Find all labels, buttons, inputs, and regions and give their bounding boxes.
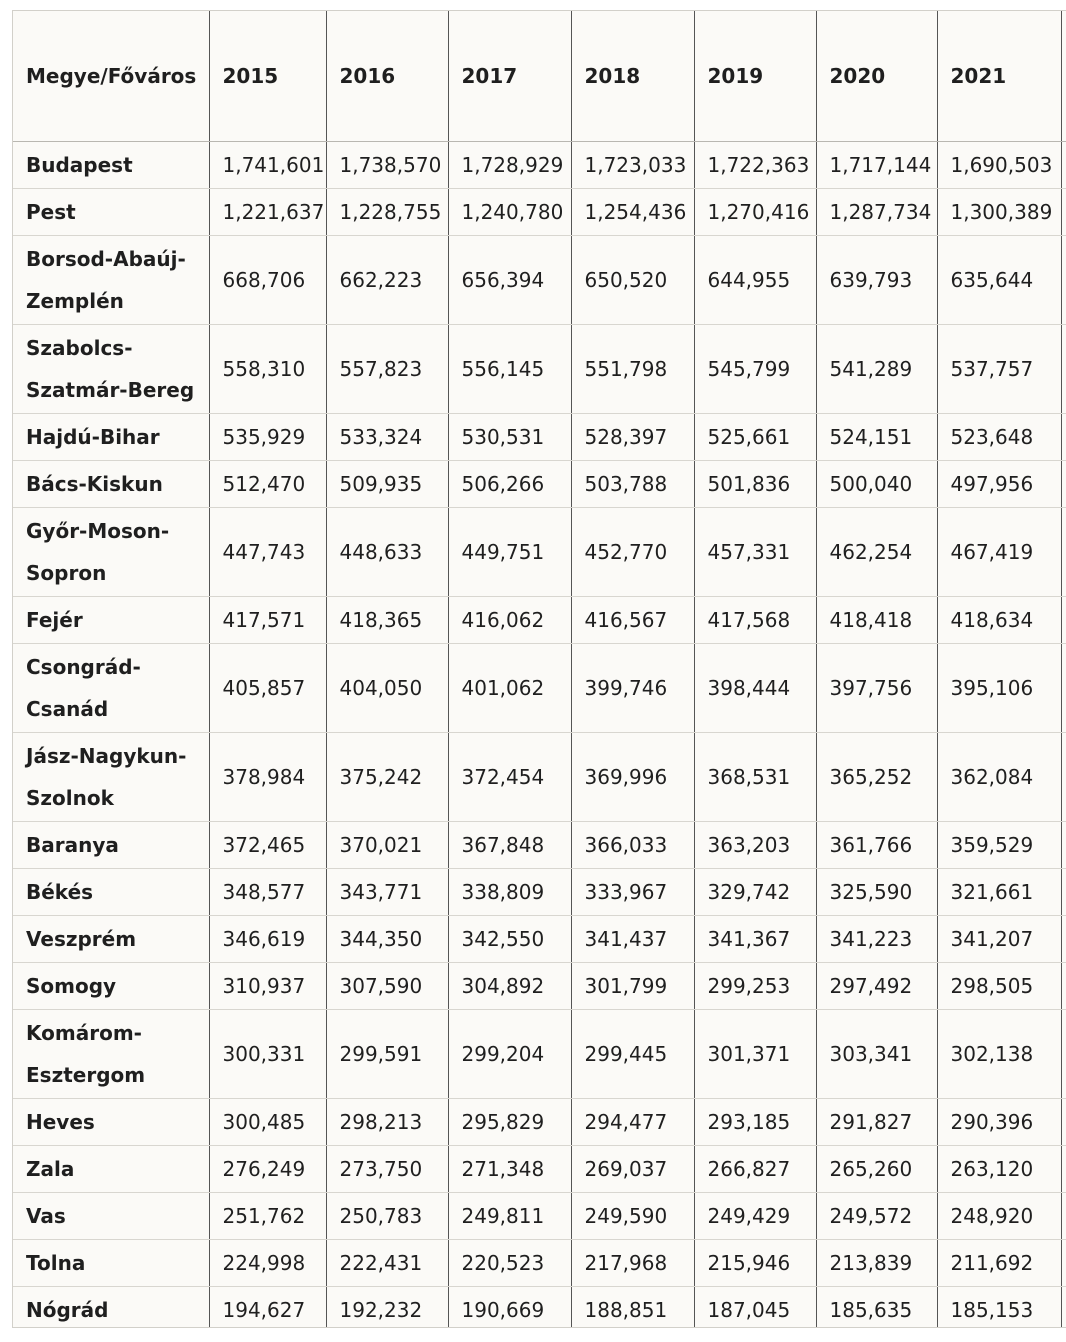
population-value-cell: 303,341 [816, 1010, 937, 1099]
population-value-cell: 222,431 [326, 1240, 448, 1287]
table-row [13, 1146, 1066, 1193]
population-value-cell: 523,648 [937, 414, 1061, 461]
table-row [13, 1010, 1066, 1099]
table-body [13, 142, 1066, 1329]
population-value-cell: 417,571 [209, 597, 326, 644]
table-overflow-edge [1061, 1099, 1066, 1146]
table-row [13, 414, 1066, 461]
population-value-cell: 395,106 [937, 644, 1061, 733]
population-value-cell: 250,783 [326, 1193, 448, 1240]
county-name-cell: Bács-Kiskun [13, 461, 209, 508]
population-value-cell: 299,445 [571, 1010, 694, 1099]
population-value-cell: 405,857 [209, 644, 326, 733]
population-value-cell: 650,520 [571, 236, 694, 325]
population-value-cell: 457,331 [694, 508, 816, 597]
table-overflow-edge [1061, 1010, 1066, 1099]
population-value-cell: 1,690,503 [937, 142, 1061, 189]
population-value-cell: 341,223 [816, 916, 937, 963]
population-value-cell: 537,757 [937, 325, 1061, 414]
header-row [13, 11, 1066, 142]
population-value-cell: 467,419 [937, 508, 1061, 597]
county-name-cell: Nógrád [13, 1287, 209, 1329]
population-value-cell: 338,809 [448, 869, 571, 916]
table-row [13, 1240, 1066, 1287]
population-value-cell: 462,254 [816, 508, 937, 597]
county-name-cell: Szabolcs-Szatmár-Bereg [13, 325, 209, 414]
population-value-cell: 329,742 [694, 869, 816, 916]
population-value-cell: 524,151 [816, 414, 937, 461]
table-row [13, 963, 1066, 1010]
county-name-cell: Csongrád-Csanád [13, 644, 209, 733]
county-name-cell: Zala [13, 1146, 209, 1193]
table-overflow-edge [1061, 916, 1066, 963]
population-value-cell: 656,394 [448, 236, 571, 325]
population-value-cell: 249,590 [571, 1193, 694, 1240]
table-row [13, 1099, 1066, 1146]
population-value-cell: 251,762 [209, 1193, 326, 1240]
population-value-cell: 365,252 [816, 733, 937, 822]
population-value-cell: 359,529 [937, 822, 1061, 869]
population-value-cell: 404,050 [326, 644, 448, 733]
population-value-cell: 291,827 [816, 1099, 937, 1146]
population-value-cell: 449,751 [448, 508, 571, 597]
population-value-cell: 300,485 [209, 1099, 326, 1146]
column-header-year: 2021 [937, 11, 1061, 142]
population-value-cell: 503,788 [571, 461, 694, 508]
population-value-cell: 512,470 [209, 461, 326, 508]
county-name-cell: Vas [13, 1193, 209, 1240]
population-value-cell: 248,920 [937, 1193, 1061, 1240]
population-value-cell: 294,477 [571, 1099, 694, 1146]
table-overflow-edge [1061, 414, 1066, 461]
population-value-cell: 1,741,601 [209, 142, 326, 189]
table-row [13, 916, 1066, 963]
county-name-cell: Jász-Nagykun-Szolnok [13, 733, 209, 822]
population-value-cell: 1,254,436 [571, 189, 694, 236]
population-value-cell: 343,771 [326, 869, 448, 916]
population-value-cell: 301,371 [694, 1010, 816, 1099]
population-value-cell: 668,706 [209, 236, 326, 325]
table-overflow-edge [1061, 11, 1066, 142]
population-value-cell: 372,465 [209, 822, 326, 869]
table-row [13, 597, 1066, 644]
population-value-cell: 375,242 [326, 733, 448, 822]
table-overflow-edge [1061, 644, 1066, 733]
population-value-cell: 533,324 [326, 414, 448, 461]
population-value-cell: 416,567 [571, 597, 694, 644]
population-value-cell: 341,437 [571, 916, 694, 963]
population-value-cell: 556,145 [448, 325, 571, 414]
population-value-cell: 346,619 [209, 916, 326, 963]
population-value-cell: 249,429 [694, 1193, 816, 1240]
population-value-cell: 194,627 [209, 1287, 326, 1329]
population-value-cell: 188,851 [571, 1287, 694, 1329]
population-value-cell: 299,204 [448, 1010, 571, 1099]
population-value-cell: 298,505 [937, 963, 1061, 1010]
population-value-cell: 265,260 [816, 1146, 937, 1193]
population-value-cell: 545,799 [694, 325, 816, 414]
table-row [13, 644, 1066, 733]
population-value-cell: 557,823 [326, 325, 448, 414]
population-value-cell: 348,577 [209, 869, 326, 916]
population-value-cell: 290,396 [937, 1099, 1061, 1146]
population-value-cell: 341,367 [694, 916, 816, 963]
county-name-cell: Pest [13, 189, 209, 236]
population-value-cell: 220,523 [448, 1240, 571, 1287]
population-value-cell: 369,996 [571, 733, 694, 822]
population-value-cell: 418,365 [326, 597, 448, 644]
population-value-cell: 1,717,144 [816, 142, 937, 189]
table-row [13, 189, 1066, 236]
population-value-cell: 644,955 [694, 236, 816, 325]
population-value-cell: 509,935 [326, 461, 448, 508]
population-value-cell: 1,228,755 [326, 189, 448, 236]
population-value-cell: 635,644 [937, 236, 1061, 325]
county-name-cell: Tolna [13, 1240, 209, 1287]
population-value-cell: 187,045 [694, 1287, 816, 1329]
population-value-cell: 310,937 [209, 963, 326, 1010]
population-value-cell: 378,984 [209, 733, 326, 822]
county-name-cell: Budapest [13, 142, 209, 189]
population-value-cell: 321,661 [937, 869, 1061, 916]
population-value-cell: 302,138 [937, 1010, 1061, 1099]
population-value-cell: 448,633 [326, 508, 448, 597]
population-value-cell: 363,203 [694, 822, 816, 869]
population-value-cell: 211,692 [937, 1240, 1061, 1287]
population-value-cell: 217,968 [571, 1240, 694, 1287]
table-overflow-edge [1061, 325, 1066, 414]
population-value-cell: 299,253 [694, 963, 816, 1010]
population-value-cell: 269,037 [571, 1146, 694, 1193]
table-overflow-edge [1061, 1240, 1066, 1287]
table-overflow-edge [1061, 1146, 1066, 1193]
population-table-container[interactable] [12, 10, 1066, 1328]
population-value-cell: 525,661 [694, 414, 816, 461]
population-value-cell: 366,033 [571, 822, 694, 869]
population-value-cell: 418,634 [937, 597, 1061, 644]
population-value-cell: 541,289 [816, 325, 937, 414]
population-value-cell: 192,232 [326, 1287, 448, 1329]
population-value-cell: 558,310 [209, 325, 326, 414]
population-value-cell: 298,213 [326, 1099, 448, 1146]
population-value-cell: 293,185 [694, 1099, 816, 1146]
column-header-year: 2015 [209, 11, 326, 142]
population-value-cell: 417,568 [694, 597, 816, 644]
county-name-cell: Győr-Moson-Sopron [13, 508, 209, 597]
population-value-cell: 297,492 [816, 963, 937, 1010]
population-value-cell: 530,531 [448, 414, 571, 461]
population-value-cell: 497,956 [937, 461, 1061, 508]
population-value-cell: 1,240,780 [448, 189, 571, 236]
population-value-cell: 1,728,929 [448, 142, 571, 189]
population-value-cell: 249,811 [448, 1193, 571, 1240]
population-value-cell: 333,967 [571, 869, 694, 916]
column-header-year: 2020 [816, 11, 937, 142]
population-value-cell: 271,348 [448, 1146, 571, 1193]
population-value-cell: 307,590 [326, 963, 448, 1010]
population-value-cell: 215,946 [694, 1240, 816, 1287]
population-value-cell: 301,799 [571, 963, 694, 1010]
population-value-cell: 295,829 [448, 1099, 571, 1146]
population-value-cell: 299,591 [326, 1010, 448, 1099]
population-value-cell: 344,350 [326, 916, 448, 963]
column-header-year: 2017 [448, 11, 571, 142]
table-header [13, 11, 1066, 142]
population-value-cell: 249,572 [816, 1193, 937, 1240]
population-value-cell: 452,770 [571, 508, 694, 597]
population-value-cell: 342,550 [448, 916, 571, 963]
county-name-cell: Baranya [13, 822, 209, 869]
population-value-cell: 551,798 [571, 325, 694, 414]
county-name-cell: Komárom-Esztergom [13, 1010, 209, 1099]
population-value-cell: 418,418 [816, 597, 937, 644]
population-value-cell: 361,766 [816, 822, 937, 869]
table-overflow-edge [1061, 822, 1066, 869]
table-row [13, 1287, 1066, 1329]
population-value-cell: 224,998 [209, 1240, 326, 1287]
county-name-cell: Békés [13, 869, 209, 916]
table-row [13, 733, 1066, 822]
table-overflow-edge [1061, 1287, 1066, 1329]
population-value-cell: 185,153 [937, 1287, 1061, 1329]
column-header-name: Megye/Főváros [13, 11, 209, 142]
table-overflow-edge [1061, 189, 1066, 236]
population-value-cell: 528,397 [571, 414, 694, 461]
table-row [13, 461, 1066, 508]
population-value-cell: 416,062 [448, 597, 571, 644]
population-value-cell: 367,848 [448, 822, 571, 869]
population-value-cell: 1,287,734 [816, 189, 937, 236]
table-row [13, 1193, 1066, 1240]
population-value-cell: 190,669 [448, 1287, 571, 1329]
table-row [13, 236, 1066, 325]
table-overflow-edge [1061, 508, 1066, 597]
county-name-cell: Veszprém [13, 916, 209, 963]
population-value-cell: 273,750 [326, 1146, 448, 1193]
table-overflow-edge [1061, 963, 1066, 1010]
population-value-cell: 370,021 [326, 822, 448, 869]
column-header-year: 2016 [326, 11, 448, 142]
population-value-cell: 1,722,363 [694, 142, 816, 189]
population-value-cell: 397,756 [816, 644, 937, 733]
county-name-cell: Heves [13, 1099, 209, 1146]
population-value-cell: 639,793 [816, 236, 937, 325]
population-value-cell: 368,531 [694, 733, 816, 822]
population-value-cell: 213,839 [816, 1240, 937, 1287]
population-table [13, 11, 1066, 1328]
population-value-cell: 501,836 [694, 461, 816, 508]
population-value-cell: 300,331 [209, 1010, 326, 1099]
population-value-cell: 401,062 [448, 644, 571, 733]
population-value-cell: 1,300,389 [937, 189, 1061, 236]
table-row [13, 325, 1066, 414]
population-value-cell: 535,929 [209, 414, 326, 461]
population-value-cell: 662,223 [326, 236, 448, 325]
table-overflow-edge [1061, 236, 1066, 325]
table-overflow-edge [1061, 597, 1066, 644]
population-value-cell: 1,221,637 [209, 189, 326, 236]
table-row [13, 142, 1066, 189]
table-overflow-edge [1061, 142, 1066, 189]
population-value-cell: 398,444 [694, 644, 816, 733]
population-value-cell: 447,743 [209, 508, 326, 597]
population-value-cell: 500,040 [816, 461, 937, 508]
population-value-cell: 1,723,033 [571, 142, 694, 189]
county-name-cell: Somogy [13, 963, 209, 1010]
table-overflow-edge [1061, 869, 1066, 916]
population-value-cell: 506,266 [448, 461, 571, 508]
population-value-cell: 325,590 [816, 869, 937, 916]
table-overflow-edge [1061, 1193, 1066, 1240]
table-overflow-edge [1061, 733, 1066, 822]
population-value-cell: 341,207 [937, 916, 1061, 963]
column-header-year: 2018 [571, 11, 694, 142]
table-row [13, 508, 1066, 597]
table-overflow-edge [1061, 461, 1066, 508]
population-value-cell: 185,635 [816, 1287, 937, 1329]
county-name-cell: Fejér [13, 597, 209, 644]
county-name-cell: Hajdú-Bihar [13, 414, 209, 461]
population-value-cell: 1,270,416 [694, 189, 816, 236]
population-value-cell: 266,827 [694, 1146, 816, 1193]
column-header-year: 2019 [694, 11, 816, 142]
table-row [13, 822, 1066, 869]
population-value-cell: 372,454 [448, 733, 571, 822]
table-row [13, 869, 1066, 916]
population-value-cell: 1,738,570 [326, 142, 448, 189]
population-value-cell: 399,746 [571, 644, 694, 733]
population-value-cell: 304,892 [448, 963, 571, 1010]
population-value-cell: 362,084 [937, 733, 1061, 822]
county-name-cell: Borsod-Abaúj-Zemplén [13, 236, 209, 325]
population-value-cell: 263,120 [937, 1146, 1061, 1193]
population-value-cell: 276,249 [209, 1146, 326, 1193]
